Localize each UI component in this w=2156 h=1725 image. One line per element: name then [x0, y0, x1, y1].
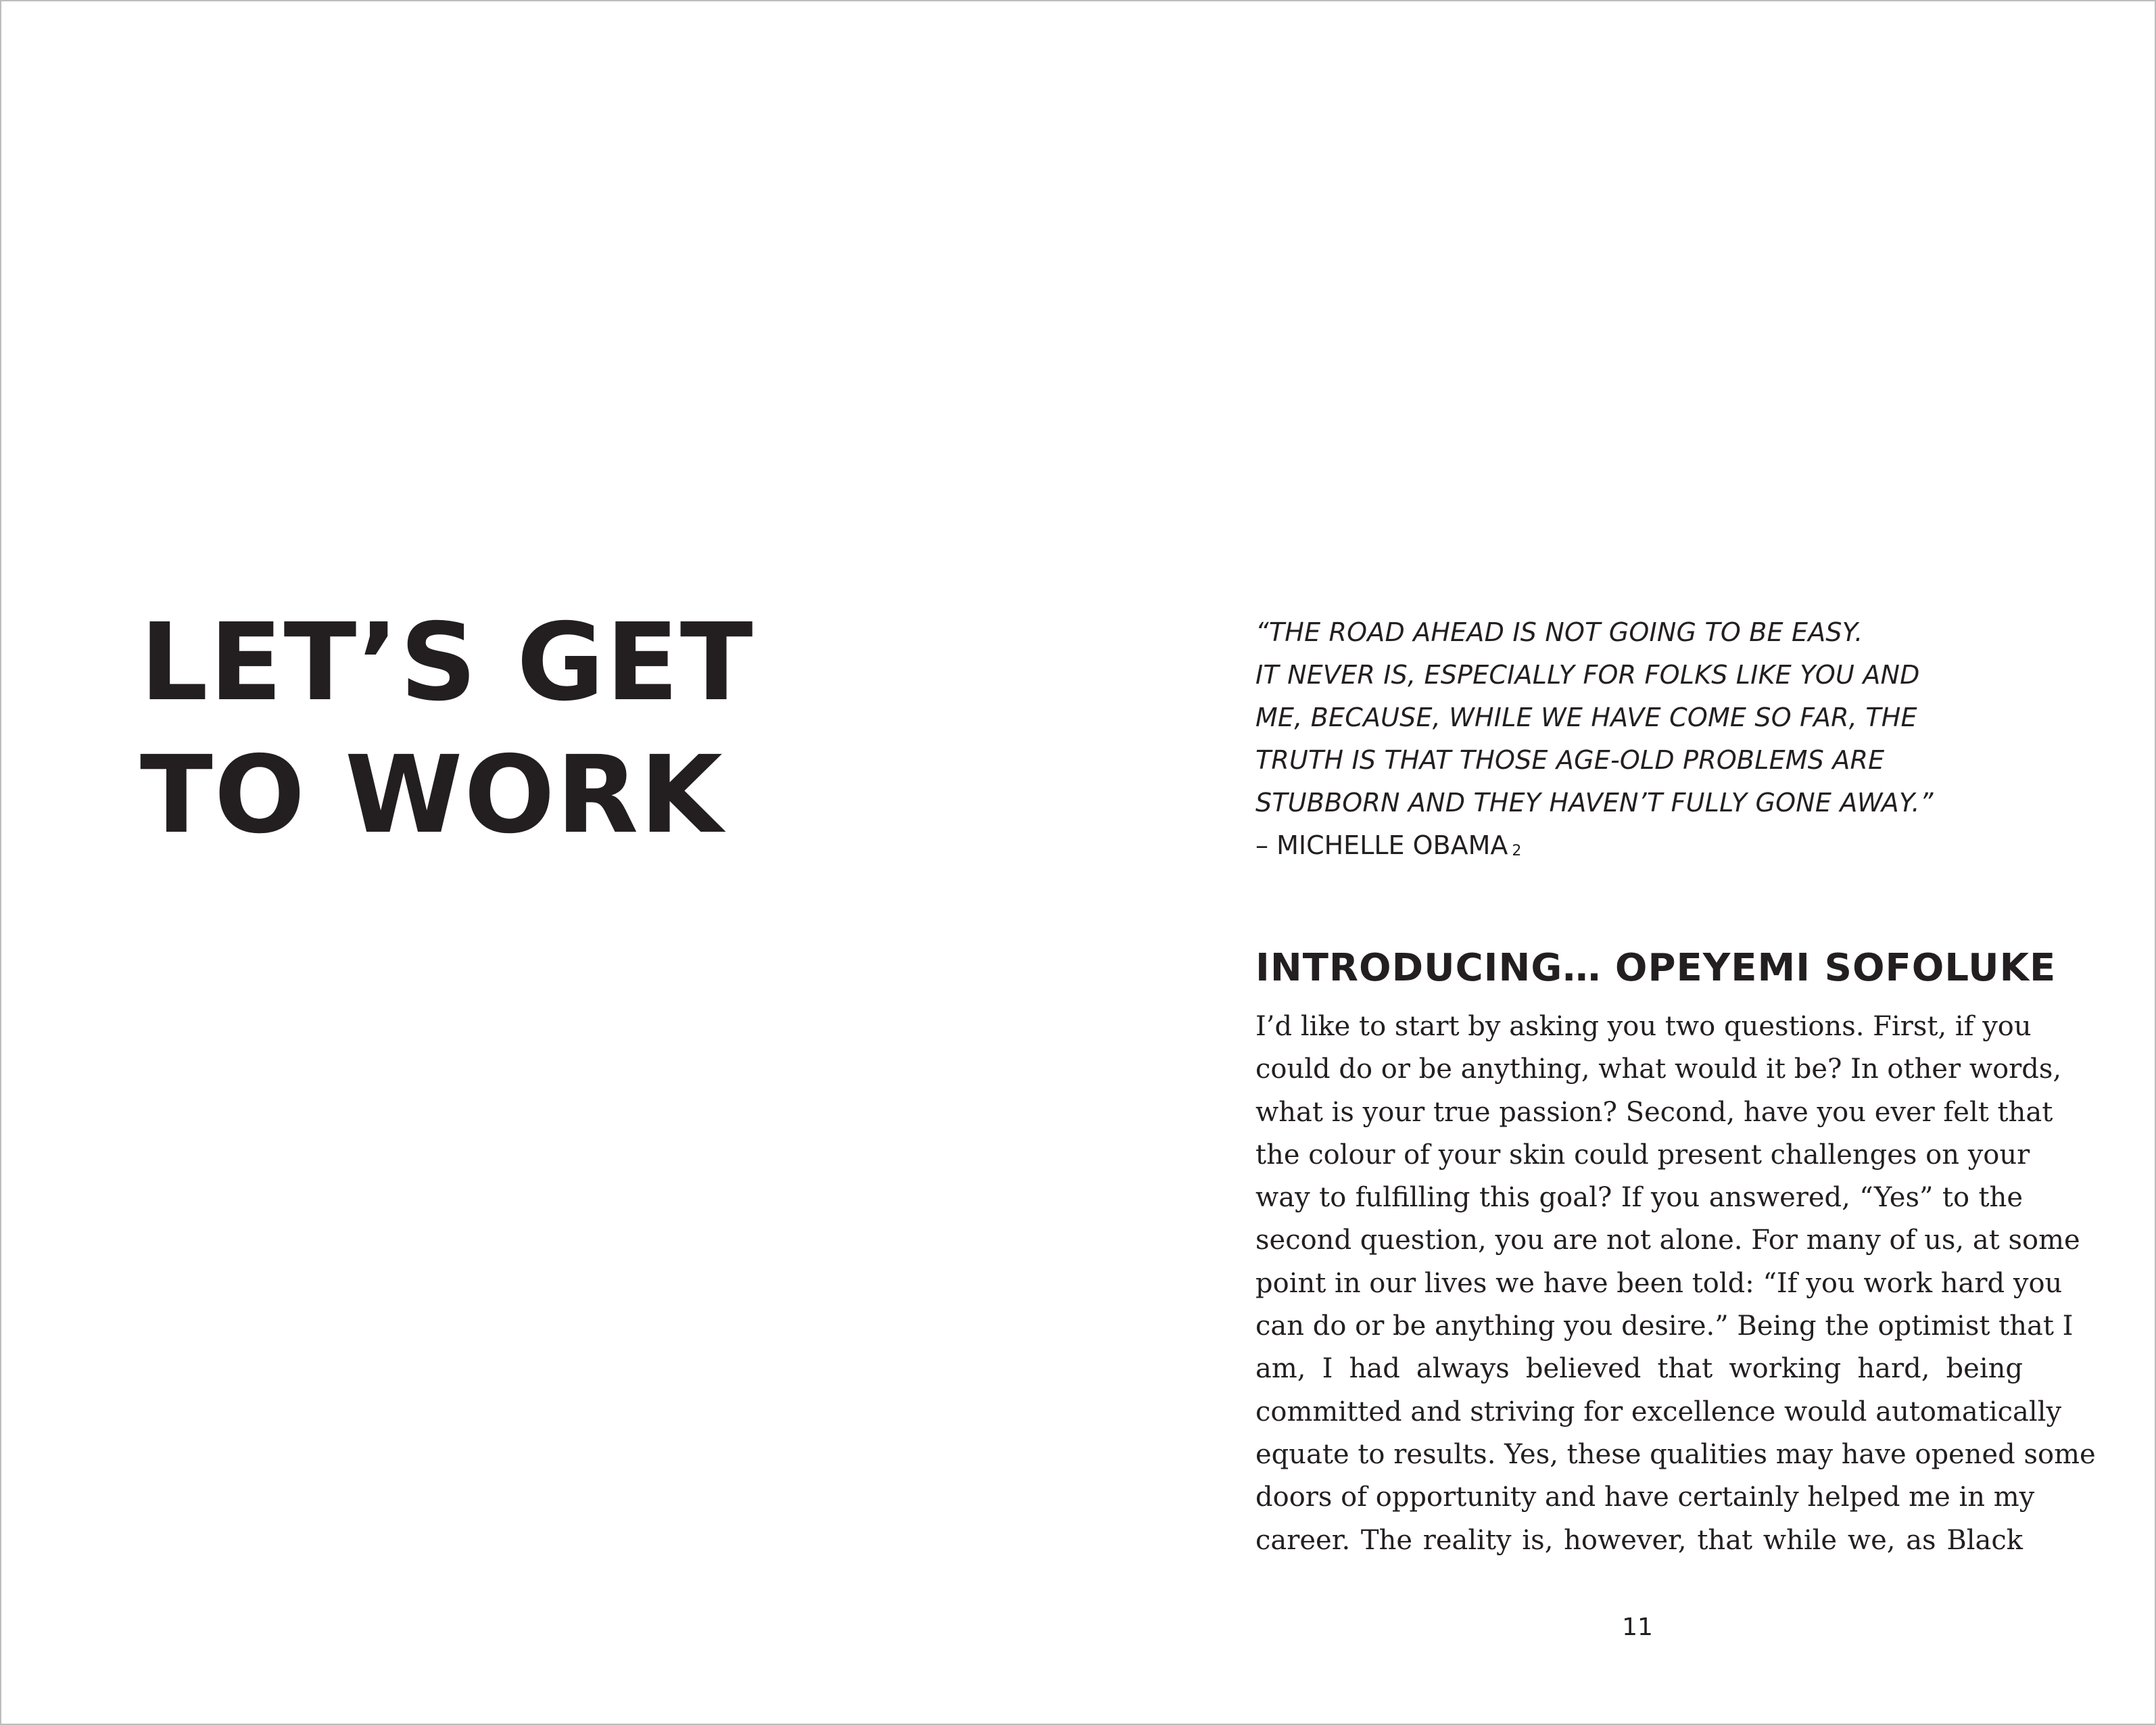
chapter-title — [140, 596, 754, 861]
body-line: career. The reality is, however, that while we, as Black — [1255, 1524, 2023, 1556]
chapter-title-line: LET’S GET — [140, 600, 754, 725]
body-line: committed and striving for excellence would automatically — [1255, 1396, 2062, 1427]
body-line: can do or be anything you desire.” Being the optimist that I — [1255, 1310, 2074, 1342]
body-line: could do or be anything, what would it be? In other words, — [1255, 1054, 2062, 1085]
footnote-reference[interactable]: 2 — [1512, 843, 1522, 859]
body-line: what is your true passion? Second, have you ever felt that — [1255, 1096, 2053, 1128]
body-line: I’d like to start by asking you two questions. First, if you — [1255, 1011, 2032, 1042]
body-line: the colour of your skin could present challenges on your — [1255, 1139, 2030, 1171]
epigraph-quote-line: ME, BECAUSE, WHILE WE HAVE COME SO FAR, THE — [1255, 703, 1917, 732]
epigraph-quote-line: “THE ROAD AHEAD IS NOT GOING TO BE EASY. — [1255, 617, 1863, 647]
epigraph-attribution — [1255, 824, 2026, 872]
body-line: way to fulfilling this goal? If you answered, “Yes” to the — [1255, 1182, 2023, 1214]
section-heading: INTRODUCING… OPEYEMI SOFOLUKE — [1255, 946, 2057, 990]
attribution-text: – MICHELLE OBAMA — [1255, 830, 1508, 860]
body-line: point in our lives we have been told: “If you work hard you — [1255, 1267, 2063, 1299]
page-number: 11 — [1622, 1613, 1653, 1641]
body-line: equate to results. Yes, these qualities may have opened some — [1255, 1438, 2096, 1470]
body-line: am, I had always believed that working hard, being — [1255, 1353, 2023, 1385]
chapter-title-line: TO WORK — [140, 733, 724, 857]
body-line: doors of opportunity and have certainly helped me in my — [1255, 1482, 2035, 1513]
epigraph-quote-line: TRUTH IS THAT THOSE AGE-OLD PROBLEMS ARE — [1255, 745, 1885, 775]
body-paragraph — [1255, 1006, 2096, 1562]
epigraph-quote-line: STUBBORN AND THEY HAVEN’T FULLY GONE AWAY.” — [1255, 788, 1934, 818]
body-line: second question, you are not alone. For many of us, at some — [1255, 1225, 2080, 1256]
epigraph — [1255, 611, 2026, 872]
epigraph-quote-line: IT NEVER IS, ESPECIALLY FOR FOLKS LIKE YOU AND — [1255, 660, 1920, 690]
